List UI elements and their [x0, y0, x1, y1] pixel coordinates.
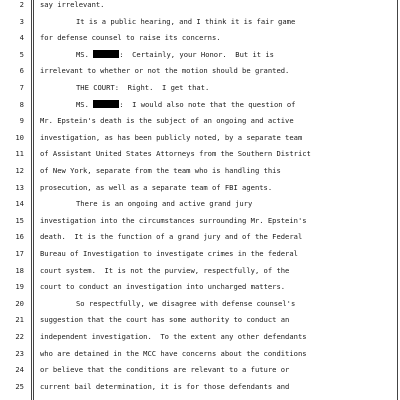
margin-rule-right	[397, 0, 398, 400]
transcript-line	[40, 332, 307, 342]
transcript-line	[40, 83, 209, 93]
line-text: So respectfully, we disagree with defense counsel's	[76, 298, 296, 308]
line-number: 5	[19, 49, 24, 59]
transcript-line	[40, 199, 252, 209]
speaker-label: MS.	[76, 49, 89, 59]
line-number: 18	[15, 265, 24, 275]
line-text: who are detained in the MCC have concerns about the conditions	[40, 348, 307, 358]
line-number: 9	[19, 116, 24, 126]
line-number: 17	[15, 249, 24, 258]
line-text: Bureau of Investigation to investigate crimes in the federal	[40, 249, 298, 258]
line-text: THE COURT: Right. I get that.	[76, 83, 210, 92]
line-number: 8	[19, 99, 24, 109]
line-number: 7	[19, 83, 24, 92]
redaction-bar	[93, 50, 119, 58]
transcript-line	[40, 100, 295, 110]
transcript-line	[40, 133, 302, 143]
line-text: suggestion that the court has some authority to conduct an	[40, 315, 290, 325]
line-text: court system. It is not the purview, respectfully, of the	[40, 265, 290, 275]
transcript-line	[40, 33, 221, 43]
line-number: 16	[15, 232, 24, 242]
line-text: There is an ongoing and active grand jury	[76, 199, 253, 209]
line-text: independent investigation. To the extent any other defendants	[40, 332, 307, 341]
line-text: : Certainly, your Honor. But it is	[119, 49, 274, 59]
margin-rule-left-outer	[31, 0, 32, 400]
line-text: current bail determination, it is for those defendants and	[40, 381, 290, 391]
line-number: 14	[15, 199, 24, 209]
transcript-line	[40, 266, 289, 276]
line-text: : I would also note that the question of	[119, 99, 296, 109]
transcript-line	[40, 249, 298, 259]
line-text: investigation, as has been publicly noted, by a separate team	[40, 132, 303, 142]
line-number: 12	[15, 166, 24, 175]
transcript-line	[40, 382, 289, 392]
line-number: 6	[19, 66, 24, 76]
transcript-line	[40, 116, 294, 126]
transcript-line	[40, 17, 295, 27]
transcript-line	[40, 166, 281, 176]
transcript-line	[40, 66, 289, 76]
redaction-bar	[93, 100, 119, 108]
line-text: death. It is the function of a grand jury and of the Federal	[40, 232, 303, 242]
line-number: 11	[15, 149, 24, 159]
line-number: 25	[15, 381, 24, 391]
line-number: 10	[15, 132, 24, 142]
transcript-line	[40, 149, 311, 159]
line-number: 21	[15, 315, 24, 325]
line-text: It is a public hearing, and I think it is fair game	[76, 16, 296, 26]
line-text: Mr. Epstein's death is the subject of an ongoing and active	[40, 116, 294, 126]
line-text: prosecution, as well as a separate team of FBI agents.	[40, 182, 273, 192]
transcript-line	[40, 232, 302, 242]
line-text: for defense counsel to raise its concerns.	[40, 33, 221, 43]
line-text: of Assistant United States Attorneys from the Southern District	[40, 149, 311, 159]
line-number: 20	[15, 298, 24, 308]
line-text: or believe that the conditions are relevant to a future or	[40, 365, 290, 375]
transcript-line	[40, 365, 289, 375]
line-number: 23	[15, 348, 24, 358]
transcript-line	[40, 0, 105, 10]
transcript-line	[40, 299, 295, 309]
line-number: 13	[15, 182, 24, 192]
line-text: court to conduct an investigation into uncharged matters.	[40, 282, 286, 292]
line-number: 19	[15, 282, 24, 292]
line-number: 3	[19, 16, 24, 26]
transcript-line	[40, 183, 272, 193]
speaker-label: MS.	[76, 99, 89, 109]
line-text: of New York, separate from the team who is handling this	[40, 166, 281, 175]
line-number: 2	[19, 0, 24, 9]
line-text: investigation into the circumstances surrounding Mr. Epstein's	[40, 215, 307, 225]
transcript-line	[40, 50, 274, 60]
line-number: 4	[19, 33, 24, 43]
transcript-line	[40, 282, 285, 292]
line-number-column	[0, 0, 28, 400]
transcript-text	[40, 0, 396, 400]
line-text: say irrelevant.	[40, 0, 105, 9]
transcript-line	[40, 349, 307, 359]
line-number: 22	[15, 332, 24, 341]
line-number: 15	[15, 215, 24, 225]
transcript-line	[40, 216, 307, 226]
transcript-line	[40, 315, 289, 325]
line-text: irrelevant to whether or not the motion should be granted.	[40, 66, 290, 76]
margin-rule-left-inner	[33, 0, 34, 400]
line-number: 24	[15, 365, 24, 375]
